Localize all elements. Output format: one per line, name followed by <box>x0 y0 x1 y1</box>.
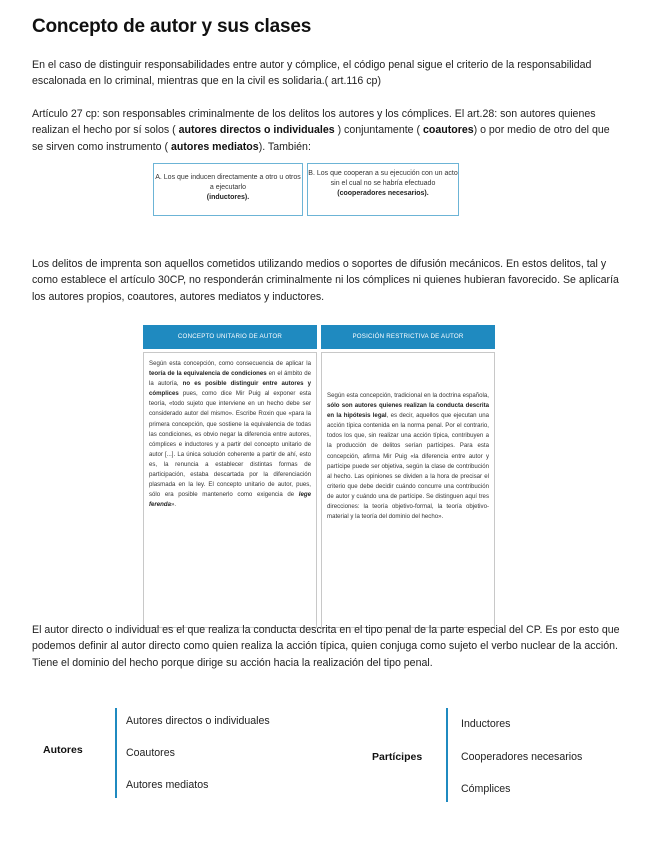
participes-item: Inductores <box>461 718 511 730</box>
participes-item: Cómplices <box>461 783 511 795</box>
term-coautores: coautores <box>422 124 474 137</box>
participes-label: Partícipes <box>372 751 423 763</box>
participes-item: Cooperadores necesarios <box>461 751 583 763</box>
autores-item: Autores mediatos <box>126 779 209 791</box>
restrictiva-column <box>321 325 495 628</box>
articulo-paragraph: Artículo 27 cp: son responsables criminalmente de los delitos los autores y los cómplices. El art.28: son autores quienes realizan el hecho por sí solos ( autores directos o individuales ) conjuntamente ( coautores) o por medio de otro del que se sirven como instrumento ( autores mediatos). También: <box>32 108 610 153</box>
intro-paragraph: En el caso de distinguir responsabilidades entre autor y cómplice, el código penal sigue el criterio de la responsabilidad escalonada en lo criminal, mientras que en la civil es solidaria.( art.116 cp) <box>32 59 592 88</box>
participes-divider <box>446 708 448 802</box>
restrictiva-header: POSICIÓN RESTRICTIVA DE AUTOR <box>321 325 495 349</box>
autores-item: Coautores <box>126 747 175 759</box>
autores-item: Autores directos o individuales <box>126 715 270 727</box>
imprenta-paragraph: Los delitos de imprenta son aquellos cometidos utilizando medios o soportes de difusión mecánicos. En estos delitos, tal y como establece el artículo 30CP, no responderán criminalmente ni los cómplices ni quienes hubieran favorecido. Se aplicaría los autores propios, coautores, autores mediatos y inductores. <box>32 258 619 303</box>
term-autores-directos: autores directos o individuales <box>178 124 335 137</box>
unitario-text: Según esta concepción, como consecuencia de aplicar la teoría de la equivalencia de condiciones en el ámbito de la autoría, no es posible distinguir entre autores y cómplices pues, como dice Mir Puig al exponer esta teoría, «todo sujeto que interviene en un hecho debe ser considerado autor del mismo». Escribe Roxin que «para la primera concepción, que sostiene la equivalencia de todas las condiciones, es obvio negar la diferencia entre autores, cómplices e inductores y a partir del concepto unitario de autor [...]. La única solución coherente a partir de ahí, esto es, la renuncia a establecer distintas formas de participación, estaba descartada por la diferenciación plasmada en la ley. El concepto unitario de autor, pues, sólo era posible mantenerlo como exigencia de lege ferenda». <box>143 352 317 628</box>
term-autores-mediatos: autores mediatos <box>170 140 259 153</box>
autores-divider <box>115 708 117 798</box>
autores-label: Autores <box>43 744 83 756</box>
definition-cooperadores: B. Los que cooperan a su ejecución con un acto sin el cual no se habría efectuado (cooperadores necesarios). <box>307 163 459 216</box>
restrictiva-text: Según esta concepción, tradicional en la doctrina española, sólo son autores quienes realizan la conducta descrita en la hipótesis legal, es decir, aquellos que ejecutan una acción típica contenida en la norma penal. Por el contrario, todos los que, sin realizar una acción típica, contribuyen a la producción de delitos serían partícipes. Para esta concepción, afirma Mir Puig «la diferencia entre autor y partícipe puede ser objetiva, según la clase de contribución al hecho. Las opiniones se dividen a la hora de precisar el criterio que debe decidir cuándo concurre una contribución de autor y cuándo una de partícipe. Se distinguen aquí tres direcciones: la teoría objetivo-formal, la teoría objetivo-material y la teoría del dominio del hecho». <box>321 352 495 628</box>
page-title: Concepto de autor y sus clases <box>32 16 312 37</box>
unitario-header: CONCEPTO UNITARIO DE AUTOR <box>143 325 317 349</box>
autor-directo-paragraph: El autor directo o individual es el que realiza la conducta descrita en el tipo penal de la parte especial del CP. Es por esto que podemos definir al autor directo como quien realiza la acción típica, quien conjuga como sujeto el verbo nuclear de la acción. Tiene el dominio del hecho porque dirige su acción hacia la realización del tipo penal. <box>32 624 620 669</box>
definition-inductores: A. Los que inducen directamente a otro u otros a ejecutarlo (inductores). <box>153 163 303 216</box>
unitario-column <box>143 325 317 628</box>
